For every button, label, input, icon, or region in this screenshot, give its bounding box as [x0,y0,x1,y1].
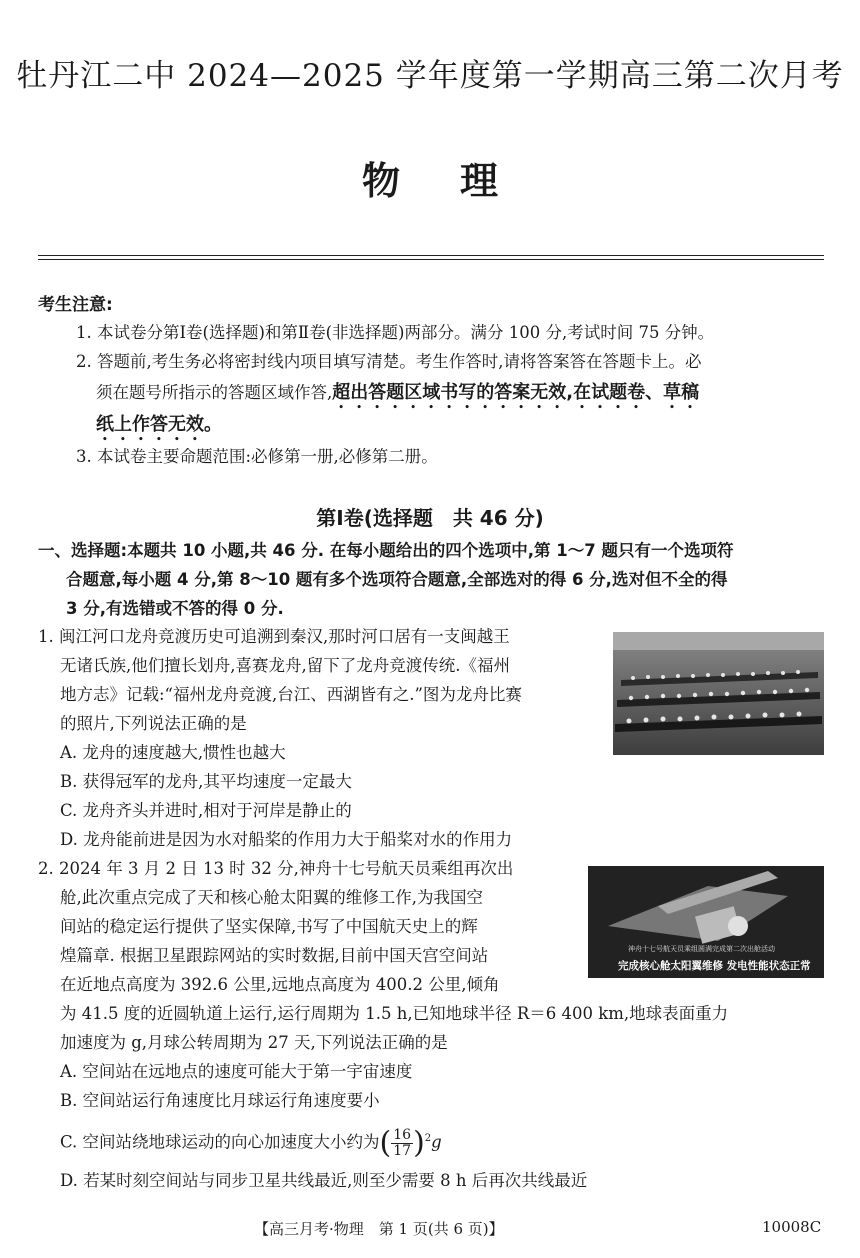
q1-line-2: 无诸氏族,他们擅长划舟,喜赛龙舟,留下了龙舟竞渡传统.《福州 [60,656,510,675]
fraction-denominator: 17 [393,1142,412,1159]
dragon-boat-illustration [613,632,824,755]
q2-option-c-text: C. 空间站绕地球运动的向心加速度大小约为 [60,1132,380,1152]
q1-option-d: D. 龙舟能前进是因为水对船桨的作用力大于船桨对水的作用力 [60,830,513,849]
q1-line-4: 的照片,下列说法正确的是 [60,714,247,733]
fraction-numerator: 16 [393,1126,412,1143]
notice-item-2-line-2 [96,378,699,413]
q2-option-a: A. 空间站在远地点的速度可能大于第一宇宙速度 [60,1062,413,1081]
q2-line-6: 为 41.5 度的近圆轨道上运行,运行周期为 1.5 h,已知地球半径 R＝6 400 km,地球表面重力 [60,1004,729,1023]
q2-line-2: 舱,此次重点完成了天和核心舱太阳翼的维修工作,为我国空 [60,888,483,907]
q2-line-1: 2. 2024 年 3 月 2 日 13 时 32 分,神舟十七号航天员乘组再次出 [38,859,514,878]
q1-option-c: C. 龙舟齐头并进时,相对于河岸是静止的 [60,801,352,820]
dragon-boat-photo [613,632,824,755]
notice-item-2-emphasis-2: 纸上作答无效。 [96,414,222,435]
section-intro-line-2: 合题意,每小题 4 分,第 8～10 题有多个选项符合题意,全部选对的得 6 分,选对但不全的得 [66,570,728,589]
subject-title: 物理 [361,158,558,203]
section-title: 第Ⅰ卷(选择题 共 46 分) [316,506,544,530]
notice-item-2-emphasis: 超出答题区域书写的答案无效,在试题卷、草稿 [332,382,700,403]
photo-caption-small: 神舟十七号航天员乘组圆满完成第二次出舱活动 [628,945,775,953]
q1-option-b: B. 获得冠军的龙舟,其平均速度一定最大 [60,772,352,791]
exponent: 2 [424,1133,432,1144]
notice-item-1: 1. 本试卷分第Ⅰ卷(选择题)和第Ⅱ卷(非选择题)两部分。满分 100 分,考试时间 75 分钟。 [76,323,715,342]
q2-line-5: 在近地点高度为 392.6 公里,远地点高度为 400.2 公里,倾角 [60,975,500,994]
photo-caption: 完成核心舱太阳翼维修 发电性能状态正常 [618,960,811,972]
section-intro-line-3: 3 分,有选错或不答的得 0 分. [66,599,284,618]
q1-option-a: A. 龙舟的速度越大,惯性也越大 [60,743,286,762]
section-intro-line-1: 一、选择题:本题共 10 小题,共 46 分. 在每小题给出的四个选项中,第 1～7 题只有一个选项符 [38,541,734,560]
q2-option-c: C. 空间站绕地球运动的向心加速度大小约为( $\frac{16}{17}$ )$^2$g [60,1125,442,1161]
exam-title: 牡丹江二中 2024—2025 学年度第一学期高三第二次月考 [16,58,844,94]
notice-item-2-plain: 须在题号所指示的答题区域作答, [96,383,333,402]
footer-code: 10008C [762,1218,822,1236]
q2-option-d: D. 若某时刻空间站与同步卫星共线最近,则至少需要 8 h 后再次共线最近 [60,1171,588,1190]
notice-item-2-line-1: 2. 答题前,考生务必将密封线内项目填写清楚。考生作答时,请将答案答在答题卡上。必 [76,352,702,371]
notice-item-2-line-3 [96,410,222,445]
q2-line-4: 煌篇章. 根据卫星跟踪网站的实时数据,目前中国天宫空间站 [60,946,489,965]
divider-bottom [38,259,824,260]
q2-line-7: 加速度为 g,月球公转周期为 27 天,下列说法正确的是 [60,1033,448,1052]
divider-top [38,255,824,256]
q2-option-c-g: g [431,1132,442,1152]
space-station-photo [588,866,824,978]
q2-option-b: B. 空间站运行角速度比月球运行角速度要小 [60,1091,380,1110]
notice-item-3: 3. 本试卷主要命题范围:必修第一册,必修第二册。 [76,447,438,466]
fraction [391,1128,413,1159]
notice-heading: 考生注意: [38,295,113,315]
q1-line-3: 地方志》记载:“福州龙舟竞渡,台江、西湖皆有之.”图为龙舟比赛 [60,685,522,704]
q2-line-3: 间站的稳定运行提供了坚实保障,书写了中国航天史上的辉 [60,917,478,936]
footer-page-info: 【高三月考·物理 第 1 页(共 6 页)】 [254,1220,504,1238]
q1-line-1: 1. 闽江河口龙舟竞渡历史可追溯到秦汉,那时河口居有一支闽越王 [38,627,510,646]
